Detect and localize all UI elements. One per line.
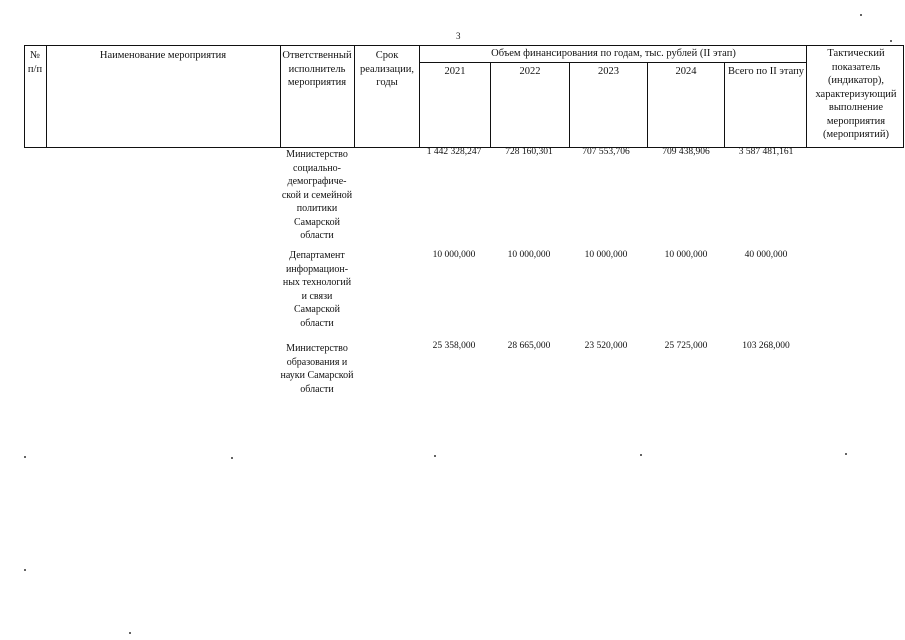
row-1-total: 3 587 481,161 bbox=[738, 147, 794, 157]
scan-speck bbox=[24, 456, 26, 458]
row-3-total: 103 268,000 bbox=[742, 341, 790, 351]
header-year-2024: 2024 bbox=[675, 66, 697, 77]
scan-speck bbox=[845, 453, 847, 455]
col-line-1 bbox=[46, 45, 47, 148]
scan-speck bbox=[24, 569, 26, 571]
row-2-total: 40 000,000 bbox=[744, 250, 788, 260]
col-line-0 bbox=[24, 45, 25, 148]
row-1-value-2021: 1 442 328,247 bbox=[426, 147, 482, 157]
header-num: № п/п bbox=[27, 50, 43, 75]
scan-speck bbox=[129, 632, 131, 634]
table-top-border bbox=[24, 45, 904, 46]
row-2-value-2024: 10 000,000 bbox=[664, 250, 708, 260]
header-indicator: Тактический показатель (индикатор), характеризующий выполнение мероприятия (мероприятий) bbox=[815, 48, 897, 140]
row-3-value-2024: 25 725,000 bbox=[664, 341, 708, 351]
row-3-value-2021: 25 358,000 bbox=[432, 341, 476, 351]
page-number: 3 bbox=[456, 31, 461, 41]
scan-speck bbox=[860, 14, 862, 16]
financing-subheader-line bbox=[419, 62, 806, 63]
header-period: Срок реализации, годы bbox=[360, 50, 414, 88]
header-executor: Ответственный исполнитель мероприятия bbox=[282, 50, 352, 88]
col-line-4 bbox=[419, 45, 420, 148]
row-1-value-2022: 728 160,301 bbox=[505, 147, 553, 157]
col-line-9 bbox=[806, 45, 807, 148]
row-2-value-2023: 10 000,000 bbox=[584, 250, 628, 260]
scan-speck bbox=[890, 40, 892, 42]
row-3-executor: Министерство образования и науки Самарской области bbox=[280, 343, 354, 395]
row-1-value-2024: 709 438,906 bbox=[662, 147, 710, 157]
row-2-executor: Департамент информацион-ных технологий и связи Самарской области bbox=[282, 250, 352, 329]
header-financing: Объем финансирования по годам, тыс. рублей (II этап) bbox=[491, 48, 736, 59]
header-year-2023: 2023 bbox=[598, 66, 619, 77]
row-3-value-2022: 28 665,000 bbox=[507, 341, 551, 351]
col-line-3 bbox=[354, 45, 355, 148]
scan-speck bbox=[434, 455, 436, 457]
header-name: Наименование мероприятия bbox=[99, 50, 227, 61]
row-2-value-2021: 10 000,000 bbox=[432, 250, 476, 260]
row-1-executor: Министерство социально-демографиче-ской и семейной политики Самарской области bbox=[281, 149, 353, 241]
scan-speck bbox=[640, 454, 642, 456]
row-3-value-2023: 23 520,000 bbox=[584, 341, 628, 351]
scan-speck bbox=[231, 457, 233, 459]
header-total: Всего по II этапу bbox=[727, 66, 805, 77]
header-year-2022: 2022 bbox=[519, 66, 541, 77]
row-2-value-2022: 10 000,000 bbox=[507, 250, 551, 260]
row-1-value-2023: 707 553,706 bbox=[582, 147, 630, 157]
header-year-2021: 2021 bbox=[444, 66, 466, 77]
